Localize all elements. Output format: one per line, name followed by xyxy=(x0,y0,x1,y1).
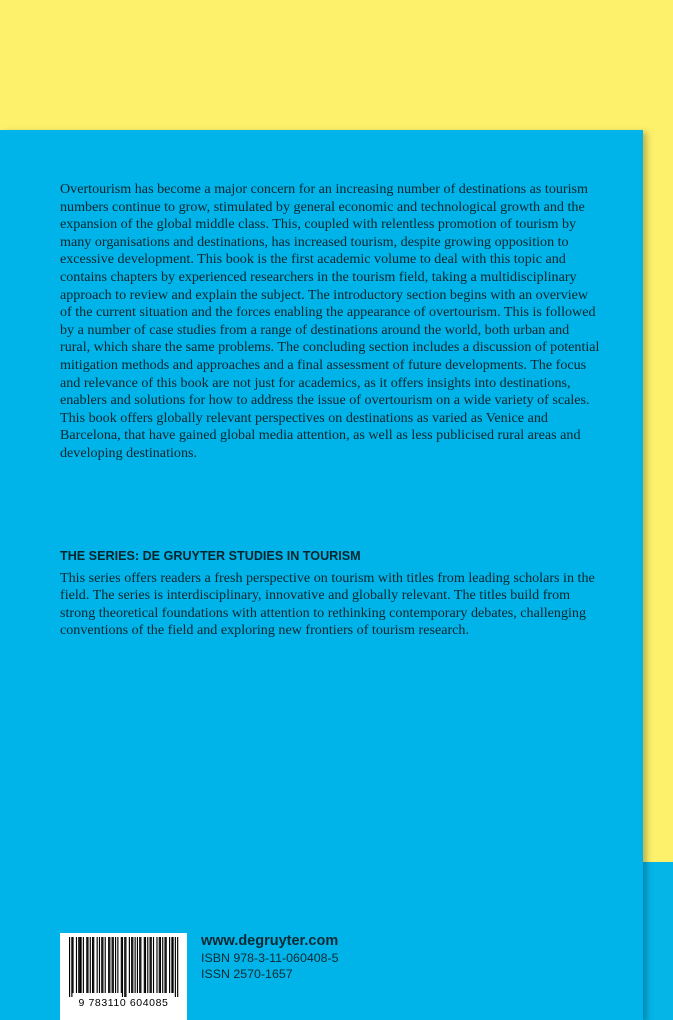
barcode-bar xyxy=(132,937,133,993)
barcode-bar xyxy=(99,937,100,993)
barcode-bar xyxy=(117,937,118,993)
book-description: Overtourism has become a major concern for an increasing number of destinations as tourism numbers continue to grow, stimulated by general economic and technological growth and the expansion of the global middle class. This, coupled with relentless promotion of tourism by many organisations and destinations, has increased tourism, despite growing opposition to excessive development. This book is the first academic volume to deal with this topic and contains chapters by experienced researchers in the tourism field, taking a multidisciplinary approach to review and explain the subject. The introductory section begins with an overview of the current situation and the forces enabling the appearance of overtourism. This is followed by a number of case studies from a range of destinations around the world, both urban and rural, which share the same problems. The concluding section includes a discussion of potential mitigation methods and approaches and a final assessment of future developments. The focus and relevance of this book are not just for academics, as it offers insights into destinations, enablers and solutions for how to address the issue of overtourism on a wide variety of scales. This book offers globally relevant perspectives on destinations as varied as Venice and Barcelona, that have gained global media attention, as well as less publicised rural areas and developing destinations. xyxy=(60,181,600,461)
barcode-bar xyxy=(112,937,113,993)
barcode-bar xyxy=(150,937,151,993)
barcode-bar xyxy=(108,937,109,993)
barcode-bar xyxy=(102,937,103,993)
barcode-bar xyxy=(162,937,163,993)
barcode-bar xyxy=(159,937,160,993)
barcode-bar xyxy=(71,937,72,997)
barcode-bar xyxy=(144,937,145,993)
barcode-bars xyxy=(60,933,187,997)
series-heading: THE SERIES: DE GRUYTER STUDIES IN TOURISM xyxy=(60,549,361,563)
right-yellow-band xyxy=(643,0,673,862)
barcode-bar xyxy=(173,937,174,993)
barcode-bar xyxy=(175,937,176,997)
barcode-bar xyxy=(109,937,110,993)
barcode-bar xyxy=(145,937,146,993)
barcode-bar xyxy=(125,937,126,997)
barcode-bar xyxy=(78,937,79,993)
publisher-info xyxy=(201,931,339,982)
isbn-barcode xyxy=(60,933,187,1020)
barcode-bar xyxy=(122,937,123,997)
publisher-url[interactable]: www.degruyter.com xyxy=(201,933,339,949)
barcode-bar xyxy=(137,937,138,993)
barcode-bar xyxy=(151,937,152,993)
barcode-bar xyxy=(86,937,87,993)
barcode-bar xyxy=(121,937,122,993)
issn-number: ISSN 2570-1657 xyxy=(201,966,293,981)
barcode-bar xyxy=(115,937,116,993)
barcode-bar xyxy=(83,937,84,993)
barcode-bar xyxy=(131,937,132,993)
barcode-bar xyxy=(79,937,80,993)
barcode-bar xyxy=(97,937,98,993)
barcode-bar xyxy=(135,937,136,993)
barcode-bar xyxy=(147,937,148,993)
barcode-bar xyxy=(81,937,82,993)
barcode-bar xyxy=(69,937,70,997)
barcode-bar xyxy=(166,937,167,993)
barcode-bar xyxy=(160,937,161,993)
barcode-bar xyxy=(113,937,114,993)
barcode-bar xyxy=(93,937,94,993)
right-blue-band xyxy=(643,862,673,1020)
barcode-bar xyxy=(156,937,157,993)
top-yellow-band xyxy=(0,0,673,130)
barcode-bar xyxy=(87,937,88,993)
barcode-bar xyxy=(153,937,154,993)
barcode-bar xyxy=(169,937,170,993)
barcode-number: 9 783110 604085 xyxy=(78,997,169,1009)
barcode-bar xyxy=(177,937,178,997)
barcode-bar xyxy=(90,937,91,993)
barcode-bar xyxy=(129,937,130,993)
barcode-bar xyxy=(124,937,125,997)
barcode-bar xyxy=(140,937,141,993)
barcode-bar xyxy=(76,937,77,993)
series-description: This series offers readers a fresh perspective on tourism with titles from leading scholars in the field. The series is interdisciplinary, innovative and globally relevant. The titles build from strong theoretical foundations with attention to rethinking contemporary debates, challenging conventions of the field and exploring new frontiers of tourism research. xyxy=(60,570,595,639)
barcode-bar xyxy=(105,937,106,993)
barcode-bar xyxy=(72,937,73,993)
barcode-bar xyxy=(101,937,102,993)
barcode-bar xyxy=(171,937,172,993)
barcode-bar xyxy=(92,937,93,993)
barcode-bar xyxy=(139,937,140,993)
barcode-bar xyxy=(164,937,165,993)
isbn-number: ISBN 978-3-11-060408-5 xyxy=(201,951,339,965)
back-cover xyxy=(0,130,643,1020)
